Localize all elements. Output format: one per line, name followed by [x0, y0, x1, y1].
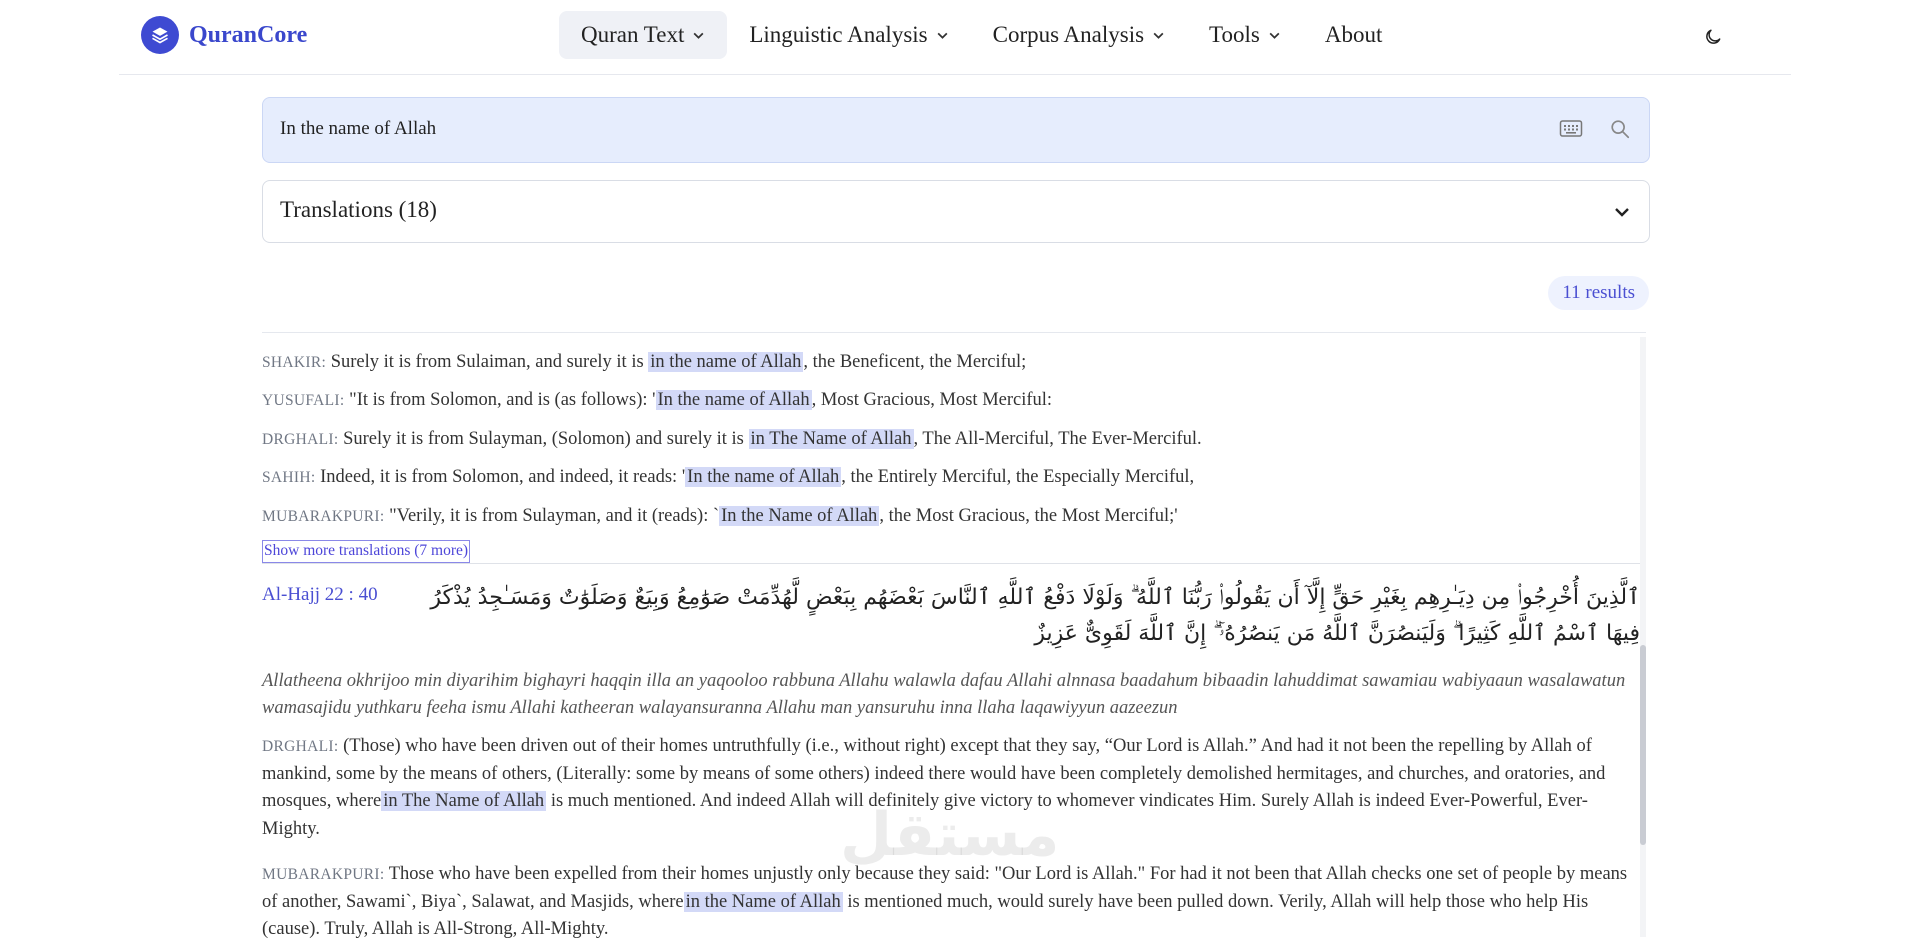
- menu-linguistic-analysis[interactable]: [727, 11, 970, 59]
- arabic-verse-text: ٱلَّذِينَ أُخْرِجُوا۟ مِن دِيَـٰرِهِم بِغَيْرِ حَقٍّ إِلَّآ أَن يَقُولُوا۟ رَبُّنَا ٱللَّهُ ۗ وَلَوْلَا دَفْعُ ٱللَّهِ ٱلنَّاسَ بَعْضَهُم بِبَعْضٍ لَّهُدِّمَتْ صَوَٰمِعُ وَبِيَعٌ وَصَلَوَٰتٌ وَمَسَـٰجِدُ يُذْكَرُ فِيهَا ٱسْمُ ٱللَّهِ كَثِيرًا ۗ وَلَيَنصُرَنَّ ٱللَّهُ مَن يَنصُرُهُۥٓ ۗ إِنَّ ٱللَّهَ لَقَوِىٌّ عَزِيزٌ: [430, 585, 1640, 646]
- menu-tools[interactable]: [1187, 11, 1303, 59]
- translations-dropdown[interactable]: [262, 180, 1650, 243]
- translation-text: Surely it is from Sulayman, (Solomon) and surely it is: [338, 429, 749, 449]
- search-match-highlight: in the name of Allah: [650, 352, 802, 372]
- translation-text: , The All-Merciful, The Ever-Merciful.: [913, 429, 1202, 449]
- translation-line: [262, 352, 1026, 373]
- translation-text: Surely it is from Sulaiman, and surely it is: [326, 352, 649, 372]
- search-match-highlight: in the Name of Allah: [685, 891, 841, 912]
- translation-text: (Those) who have been driven out of their homes untruthfully (i.e., without right) except that they say, “Our Lord is Allah.” And had it not been the repelling by Allah of mankind, some by the means of others, (Literally: some by means of some others) indeed there would have been completely demolished hermitages, and churches, and oratories, and mosques, where: [262, 736, 1606, 811]
- results-count-badge: 11 results: [1548, 276, 1649, 310]
- search-match-highlight: In the name of Allah: [687, 467, 840, 487]
- moon-icon: [1703, 27, 1723, 47]
- translation-text: "Verily, it is from Sulayman, and it (reads): `: [384, 506, 720, 526]
- translation-source: DRGHALI:: [262, 431, 339, 448]
- chevron-down-icon: [936, 29, 949, 42]
- verse-reference-link[interactable]: Al-Hajj 22 : 40: [262, 584, 378, 605]
- chevron-down-icon: [692, 29, 705, 42]
- translation-paragraph: [262, 861, 1637, 944]
- chevron-down-icon: [1613, 203, 1631, 221]
- search-match-highlight: in The Name of Allah: [383, 791, 545, 811]
- layers-icon: [141, 16, 179, 54]
- menu-quran-text[interactable]: [559, 11, 727, 59]
- menu-label: Tools: [1209, 22, 1260, 47]
- scrollbar-track[interactable]: [1640, 337, 1646, 937]
- translation-line: [262, 506, 1178, 527]
- show-more-translations-button[interactable]: Show more translations (7 more): [262, 540, 470, 563]
- menu-label: Quran Text: [581, 22, 685, 47]
- translation-text: , the Most Gracious, the Most Merciful;': [879, 506, 1178, 526]
- menu-label: Corpus Analysis: [992, 22, 1145, 47]
- translation-source: SHAKIR:: [262, 354, 327, 371]
- translation-text: , the Beneficent, the Merciful;: [803, 352, 1027, 372]
- main-menu: [559, 11, 1404, 59]
- transliteration-text: Allatheena okhrijoo min diyarihim bighayri haqqin illa an yaqooloo rabbuna Allahu walawla dafau Allahi alnnasa baadahum bibaadin lahuddimat sawamiau wabiyaaun wasalawatun wamasajidu yuthkaru feeha ismu Allahi katheeran walayansuranna Allahu man yansuruhu inna llaha laqawiyyun aazeezun: [262, 671, 1626, 718]
- search-input[interactable]: [280, 98, 1480, 160]
- menu-label: Linguistic Analysis: [749, 22, 928, 47]
- translation-line: [262, 390, 1052, 411]
- search-match-highlight: In the Name of Allah: [721, 506, 878, 526]
- translation-text: "It is from Solomon, and is (as follows): ': [344, 390, 656, 410]
- translation-source: MUBARAKPURI:: [262, 866, 385, 883]
- menu-about[interactable]: [1303, 11, 1405, 59]
- translation-text: , the Entirely Merciful, the Especially Merciful,: [841, 467, 1195, 487]
- translation-text: is mentioned much, would surely have been pulled down. Verily, Allah will help those who help His (cause). Truly, Allah is All-Strong, All-Mighty.: [262, 891, 1589, 939]
- translation-source: SAHIH:: [262, 469, 316, 486]
- translation-source: YUSUFALI:: [262, 392, 345, 409]
- theme-toggle-button[interactable]: [1699, 23, 1727, 51]
- keyboard-icon[interactable]: [1559, 118, 1583, 145]
- translation-line: [262, 429, 1202, 450]
- translations-dropdown-label: Translations (18): [280, 197, 437, 222]
- translation-line: [262, 467, 1194, 488]
- menu-label: About: [1324, 22, 1383, 47]
- translation-text: is much mentioned. And indeed Allah will definitely give victory to whomever vindicates Him. Surely Allah is indeed Ever-Powerful, Ever-Mighty.: [262, 791, 1588, 839]
- search-match-highlight: in The Name of Allah: [750, 429, 912, 449]
- search-match-highlight: In the name of Allah: [657, 390, 810, 410]
- result-divider: [262, 563, 1640, 564]
- top-navbar: [119, 0, 1791, 75]
- menu-corpus-analysis[interactable]: [971, 11, 1187, 59]
- search-bar: [262, 97, 1650, 163]
- translation-text: Those who have been expelled from their homes unjustly only because they said: "Our Lord is Allah." For had it not been that Allah checks one set of people by means of another, Sawami`, Biya`, Salawat, and Masjids, where: [262, 864, 1628, 912]
- translation-text: , Most Gracious, Most Merciful:: [811, 390, 1053, 410]
- watermark-logo: مستقل: [840, 800, 1060, 870]
- translation-paragraph: [262, 733, 1637, 843]
- translation-source: DRGHALI:: [262, 738, 339, 755]
- logo[interactable]: [141, 16, 307, 54]
- logo-text: QuranCore: [189, 21, 308, 48]
- translation-source: MUBARAKPURI:: [262, 508, 385, 525]
- search-icon[interactable]: [1609, 118, 1631, 145]
- translation-text: Indeed, it is from Solomon, and indeed, it reads: ': [315, 467, 686, 487]
- chevron-down-icon: [1152, 29, 1165, 42]
- chevron-down-icon: [1268, 29, 1281, 42]
